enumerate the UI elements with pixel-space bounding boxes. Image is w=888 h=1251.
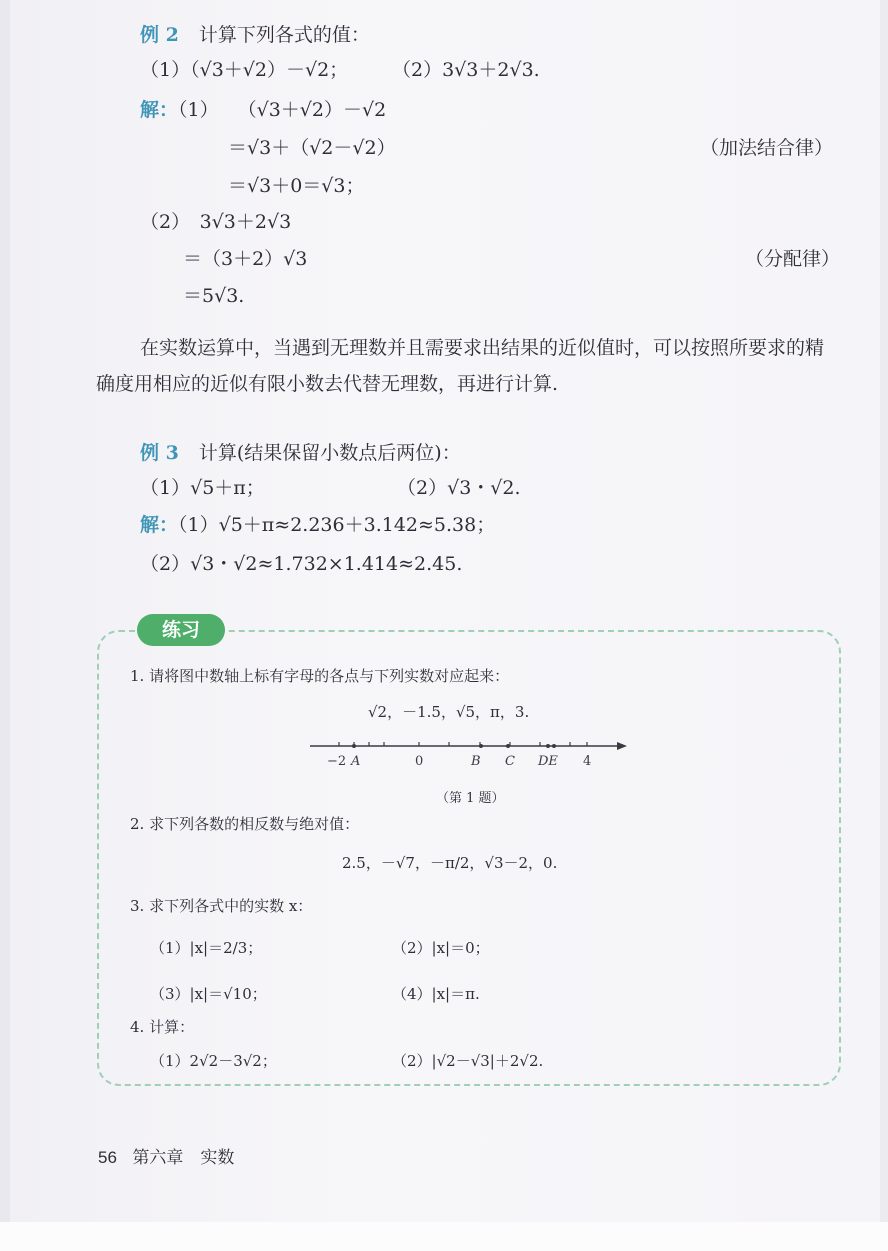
- page-edge-right: [880, 0, 888, 1251]
- example2-title: 计算下列各式的值：: [198, 24, 370, 46]
- example2-solution-2-line1: （2） 3√3＋2√3: [140, 211, 292, 233]
- tick-label-zero: 0: [415, 754, 424, 769]
- example2-solution-1-note: （加法结合律）: [700, 137, 834, 159]
- example3-heading: [140, 438, 461, 465]
- page-footer: [98, 1143, 234, 1168]
- practice-question-4-2: （2）|√2－√3|＋2√2.: [392, 1052, 544, 1070]
- practice-question-1: 1. 请将图中数轴上标有字母的各点与下列实数对应起来：: [130, 667, 510, 685]
- solution-1-text: （1）√5＋π≈2.236＋3.142≈5.38；: [178, 514, 496, 536]
- point-a: [352, 744, 356, 748]
- point-label-de: DE: [538, 754, 558, 769]
- practice-question-2: 2. 求下列各数的相反数与绝对值：: [130, 815, 360, 833]
- example2-label: 例 2: [140, 24, 179, 46]
- example2-solution-1-line2: ＝√3＋（√2－√2）: [228, 137, 396, 159]
- point-e: [552, 744, 556, 748]
- practice-question-3-4: （4）|x|＝π.: [392, 985, 480, 1003]
- page-number: 56: [98, 1148, 117, 1167]
- example3-label: 例 3: [140, 442, 179, 464]
- example3-q1: （1）√5＋π；: [140, 477, 265, 499]
- example3-solution-2: （2）√3・√2≈1.732×1.414≈2.45.: [140, 553, 463, 575]
- point-b: [479, 744, 483, 748]
- number-line: [305, 735, 635, 775]
- example2-q2: （2）3√3＋2√3.: [392, 59, 540, 81]
- practice-question-3-3: （3）|x|＝√10；: [150, 985, 267, 1003]
- practice-question-3: 3. 求下列各式中的实数 x：: [130, 897, 313, 915]
- example2-solution-1-line1: [140, 97, 386, 123]
- practice-tag: 练习: [137, 614, 225, 646]
- example3-solution-1: [140, 512, 495, 538]
- figure-caption: （第 1 题）: [436, 791, 505, 806]
- practice-question-2-values: 2.5，－√7，－π/2，√3－2，0.: [342, 854, 558, 872]
- practice-question-3-2: （2）|x|＝0；: [392, 939, 490, 957]
- tick-label-minus2: −2: [327, 754, 347, 769]
- practice-question-3-1: （1）|x|＝2/3；: [150, 939, 263, 957]
- example3-q2: （2）√3・√2.: [397, 477, 521, 499]
- point-d: [546, 744, 550, 748]
- practice-question-4: 4. 计算：: [130, 1018, 195, 1036]
- point-label-a: A: [351, 754, 361, 769]
- example2-heading: [140, 20, 370, 47]
- practice-question-4-1: （1）2√2－3√2；: [150, 1052, 277, 1070]
- point-label-b: B: [471, 754, 481, 769]
- point-label-c: C: [505, 754, 515, 769]
- body-paragraph: 在实数运算中，当遇到无理数并且需要求出结果的近似值时，可以按照所要求的精确度用相应的近似有限小数去代替无理数，再进行计算.: [96, 337, 825, 395]
- solution-label: 解：: [140, 99, 179, 121]
- tick-label-four: 4: [583, 754, 592, 769]
- page-edge-left: [0, 0, 10, 1251]
- page-bottom-margin: [0, 1222, 888, 1251]
- example2-solution-2-line2: ＝（3＋2）√3: [183, 248, 308, 270]
- chapter-title: 第六章 实数: [132, 1148, 235, 1168]
- solution-1-text: （1） （√3＋√2）－√2: [178, 99, 387, 121]
- example2-solution-2-line3: ＝5√3.: [183, 285, 245, 307]
- example2-solution-1-line3: ＝√3＋0＝√3；: [228, 175, 365, 197]
- solution-label: 解：: [140, 514, 179, 536]
- example2-solution-2-note: （分配律）: [745, 248, 841, 270]
- practice-question-1-values: √2，－1.5，√5，π，3.: [368, 703, 530, 721]
- arrow-icon: [617, 742, 627, 750]
- example2-q1: （1）（√3＋√2）－√2；: [140, 59, 349, 81]
- point-c: [506, 744, 510, 748]
- example3-title: 计算(结果保留小数点后两位)：: [198, 442, 461, 464]
